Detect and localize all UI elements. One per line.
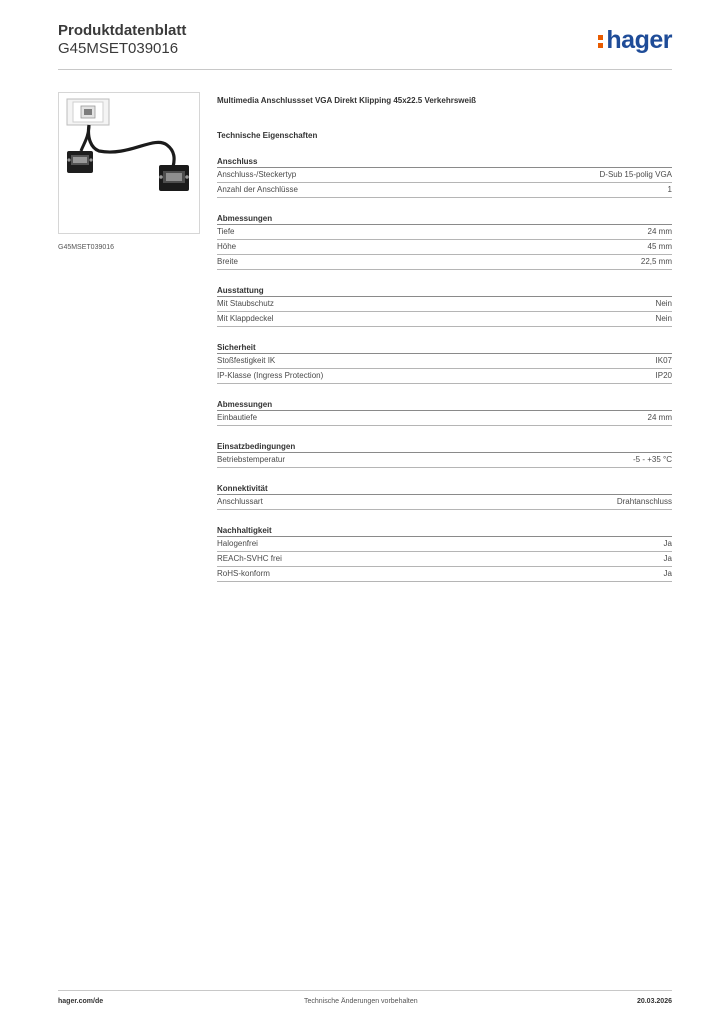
- spec-row: [217, 168, 672, 183]
- image-caption: G45MSET039016: [58, 244, 115, 251]
- spec-label: Tiefe: [217, 227, 235, 236]
- footer-website[interactable]: hager.com/de: [58, 998, 104, 1005]
- spec-label: IP-Klasse (Ingress Protection): [217, 371, 324, 380]
- spec-row: [217, 297, 672, 312]
- spec-value: D-Sub 15-polig VGA: [599, 170, 672, 179]
- spec-label: RoHS-konform: [217, 569, 270, 578]
- spec-label: Anschlussart: [217, 497, 263, 506]
- spec-value: IK07: [655, 356, 672, 365]
- product-code: G45MSET039016: [58, 40, 179, 57]
- spec-value: Ja: [663, 554, 672, 563]
- spec-row: [217, 567, 672, 582]
- spec-value: Nein: [655, 314, 672, 323]
- spec-row: [217, 495, 672, 510]
- spec-label: Halogenfrei: [217, 539, 258, 548]
- footer-disclaimer: Technische Änderungen vorbehalten: [304, 998, 418, 1005]
- logo-dots-icon: [597, 28, 605, 48]
- spec-group-title: Konnektivität: [217, 483, 672, 495]
- spec-label: Anzahl der Anschlüsse: [217, 185, 298, 194]
- logo-text: hager: [606, 26, 672, 54]
- spec-row: [217, 411, 672, 426]
- spec-group-title: Einsatzbedingungen: [217, 441, 672, 453]
- spec-value: 24 mm: [647, 227, 672, 236]
- product-image: [58, 92, 200, 234]
- spec-label: Mit Staubschutz: [217, 299, 274, 308]
- spec-value: Ja: [663, 539, 672, 548]
- spec-row: [217, 255, 672, 270]
- spec-content: [217, 95, 672, 582]
- spec-group-title: Ausstattung: [217, 285, 672, 297]
- spec-row: [217, 183, 672, 198]
- spec-row: [217, 225, 672, 240]
- footer-divider: [58, 990, 672, 991]
- spec-value: 22,5 mm: [640, 257, 672, 266]
- spec-value: Drahtanschluss: [616, 497, 672, 506]
- spec-group: [217, 483, 672, 510]
- spec-group: [217, 285, 672, 327]
- spec-label: Anschluss-/Steckertyp: [217, 170, 297, 179]
- spec-group-title: Abmessungen: [217, 399, 672, 411]
- spec-label: Mit Klappdeckel: [217, 314, 274, 323]
- document-title: Produktdatenblatt: [58, 22, 187, 39]
- vga-cable-product-photo-icon: [59, 93, 199, 233]
- section-title: Technische Eigenschaften: [217, 131, 318, 140]
- spec-label: Höhe: [217, 242, 237, 251]
- spec-row: [217, 240, 672, 255]
- spec-value: IP20: [655, 371, 672, 380]
- spec-row: [217, 453, 672, 468]
- spec-label: Breite: [217, 257, 238, 266]
- page-header: [58, 22, 672, 68]
- spec-value: Nein: [655, 299, 672, 308]
- spec-groups: [217, 156, 672, 582]
- spec-group: [217, 441, 672, 468]
- spec-group-title: Anschluss: [217, 156, 672, 168]
- spec-row: [217, 354, 672, 369]
- spec-label: REACh-SVHC frei: [217, 554, 282, 563]
- spec-row: [217, 312, 672, 327]
- spec-group-title: Nachhaltigkeit: [217, 525, 672, 537]
- spec-value: 24 mm: [647, 413, 672, 422]
- spec-label: Stoßfestigkeit IK: [217, 356, 276, 365]
- spec-label: Einbautiefe: [217, 413, 258, 422]
- spec-group-title: Abmessungen: [217, 213, 672, 225]
- spec-value: 45 mm: [647, 242, 672, 251]
- spec-group: [217, 399, 672, 426]
- product-title: Multimedia Anschlussset VGA Direkt Klipping 45x22.5 Verkehrsweiß: [217, 96, 477, 105]
- spec-row: [217, 537, 672, 552]
- spec-group: [217, 525, 672, 582]
- spec-value: Ja: [663, 569, 672, 578]
- spec-value: -5 - +35 °C: [633, 455, 672, 464]
- spec-group-title: Sicherheit: [217, 342, 672, 354]
- header-divider: [58, 69, 672, 70]
- spec-row: [217, 552, 672, 567]
- spec-value: 1: [667, 185, 672, 194]
- spec-group: [217, 213, 672, 270]
- hager-logo: [597, 26, 672, 55]
- spec-group: [217, 156, 672, 198]
- footer-date: 20.03.2026: [636, 998, 672, 1005]
- spec-label: Betriebstemperatur: [217, 455, 286, 464]
- spec-group: [217, 342, 672, 384]
- spec-row: [217, 369, 672, 384]
